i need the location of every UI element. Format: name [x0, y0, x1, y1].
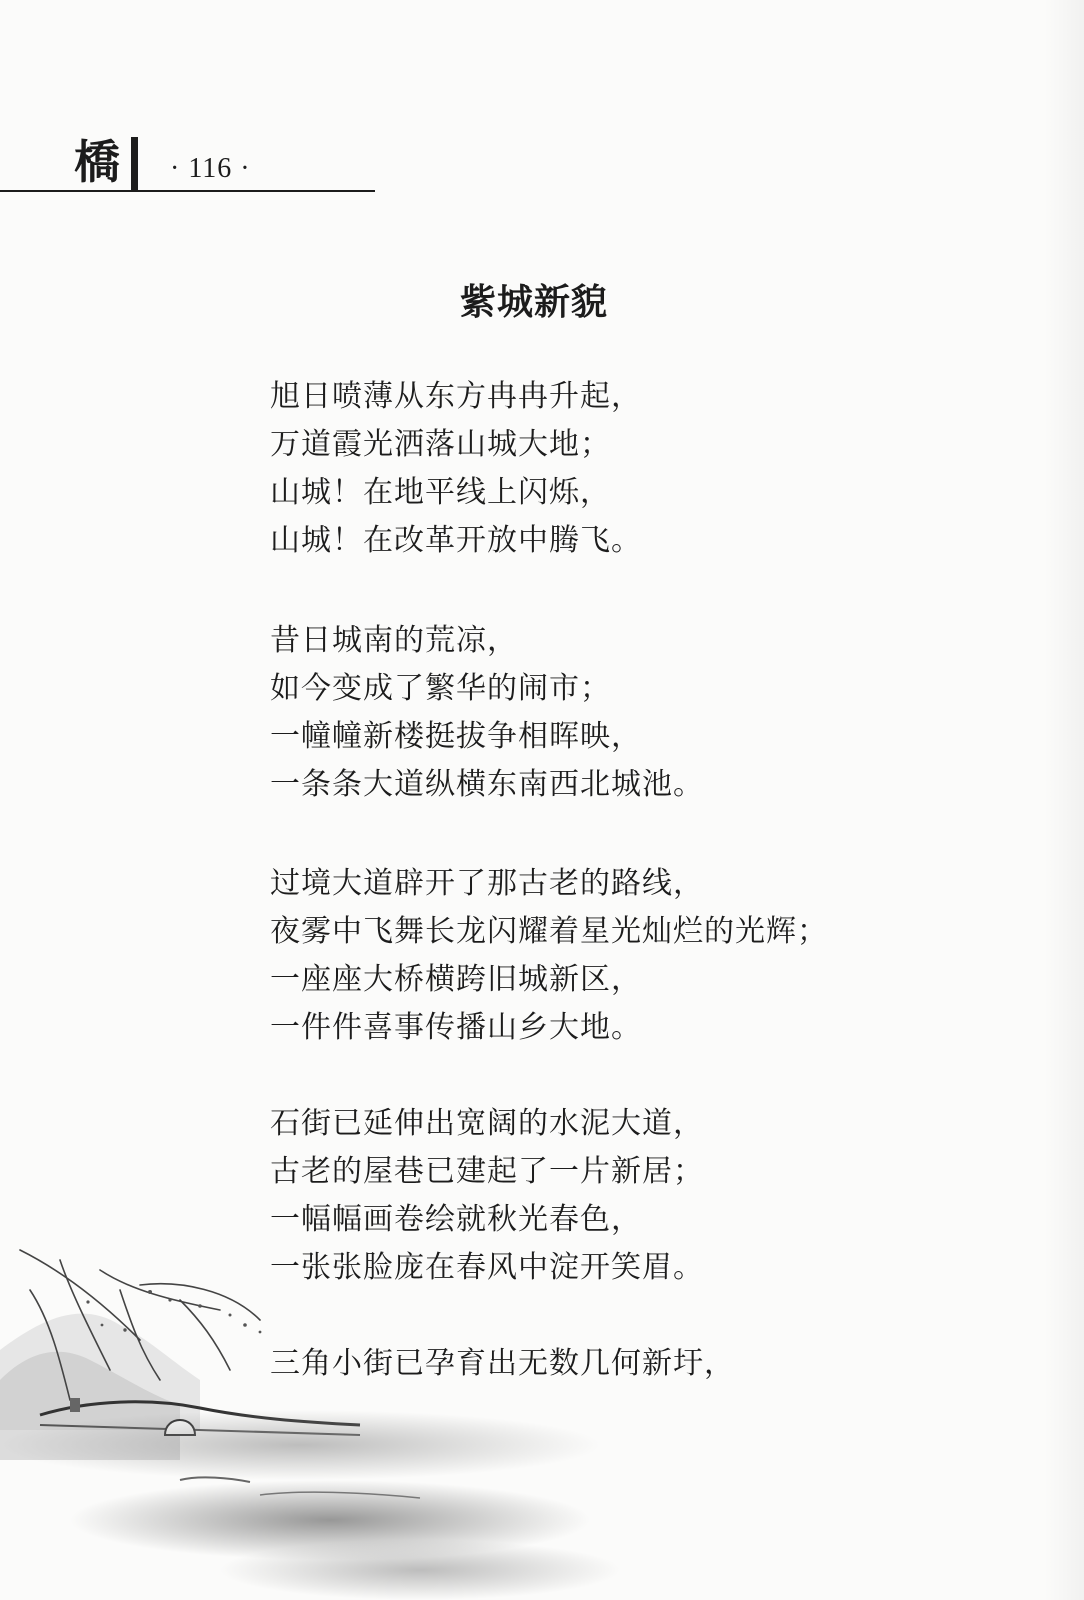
poem-line: 一幅幅画卷绘就秋光春色， [270, 1202, 642, 1237]
poem-line: 一幢幢新楼挺拔争相晖映， [270, 719, 642, 754]
poem-line: 如今变成了繁华的闹市； [270, 671, 611, 706]
header-vertical-bar [131, 137, 138, 191]
running-header [0, 125, 375, 195]
poem-line: 一条条大道纵横东南西北城池。 [270, 767, 704, 802]
poem-line: 昔日城南的荒凉， [270, 623, 518, 658]
header-calligraphy-glyph: 橋 [74, 135, 118, 189]
poem-line: 过境大道辟开了那古老的路线， [270, 866, 704, 901]
poem-line: 山城！在地平线上闪烁， [270, 475, 611, 510]
ink-wash-bridge-illustration [0, 1230, 620, 1600]
page-edge-shadow [1044, 0, 1084, 1600]
poem-line: 一座座大桥横跨旧城新区， [270, 962, 642, 997]
stanza-3 [270, 860, 828, 1052]
poem-line: 一张张脸庞在春风中淀开笑眉。 [270, 1250, 704, 1285]
poem-line: 夜雾中飞舞长龙闪耀着星光灿烂的光辉； [270, 914, 828, 949]
poem-line: 山城！在改革开放中腾飞。 [270, 523, 642, 558]
header-rule [0, 190, 375, 192]
poem-line: 旭日喷薄从东方冉冉升起， [270, 379, 642, 414]
poem-line: 石街已延伸出宽阔的水泥大道， [270, 1106, 704, 1141]
poem-line: 三角小街已孕育出无数几何新圩， [270, 1346, 735, 1381]
poem-line: 古老的屋巷已建起了一片新居； [270, 1154, 704, 1189]
page-number: · 116 · [170, 153, 251, 184]
poem-title: 紫城新貌 [460, 282, 609, 323]
poem-line: 万道霞光洒落山城大地； [270, 427, 611, 462]
stanza-1 [270, 373, 642, 565]
stanza-2 [270, 617, 704, 809]
poem-line: 一件件喜事传播山乡大地。 [270, 1010, 642, 1045]
